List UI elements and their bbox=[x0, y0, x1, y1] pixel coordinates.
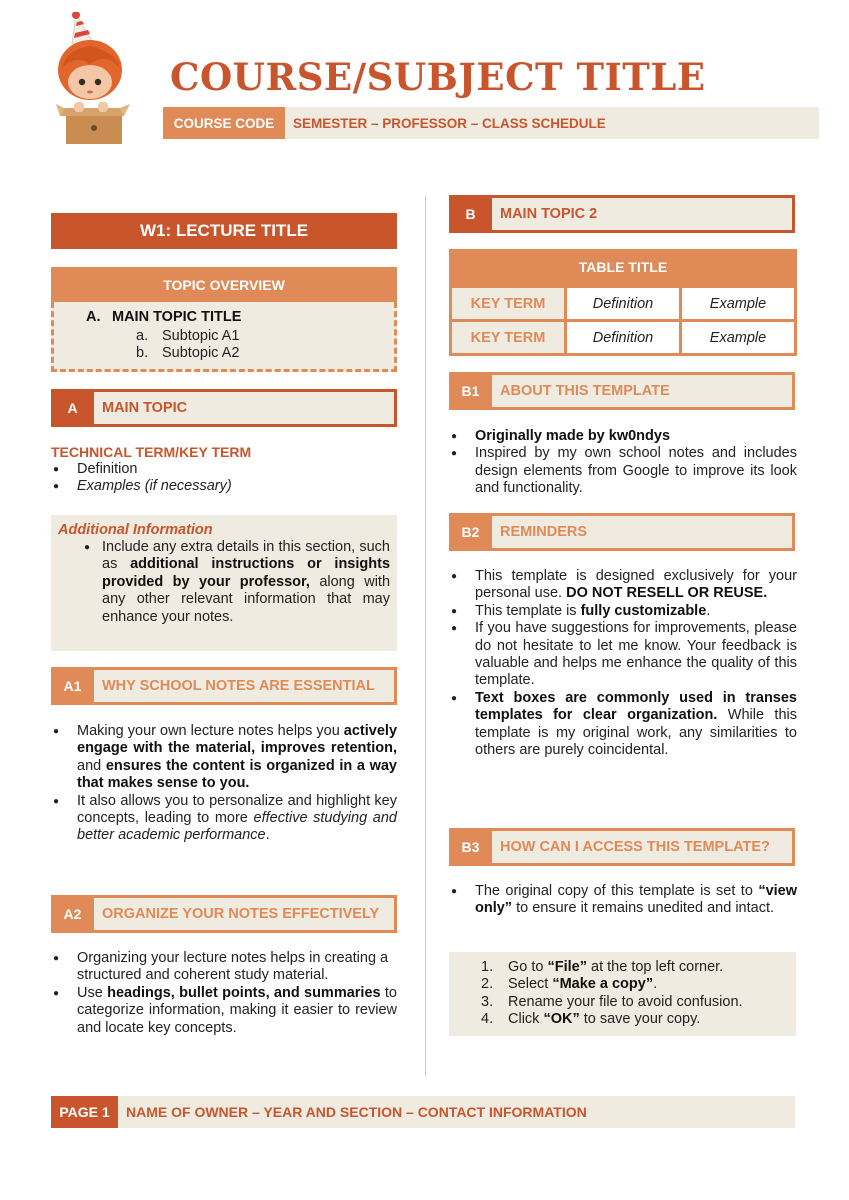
additional-info-title: Additional Information bbox=[58, 522, 213, 538]
section-title: HOW CAN I ACCESS THIS TEMPLATE? bbox=[492, 828, 795, 866]
topic-overview-box bbox=[51, 302, 397, 372]
list-item: 4. Click “OK” to save your copy. bbox=[481, 1011, 701, 1028]
list-item: 2. Select “Make a copy”. bbox=[481, 976, 658, 993]
list-item: ● Text boxes are commonly used in transes templates for clear organization. While this template is my original work, any similarities to others are purely coincidental. bbox=[449, 690, 797, 760]
section-label: A1 bbox=[51, 667, 94, 705]
table-cell: KEY TERM bbox=[451, 287, 566, 321]
table-row bbox=[451, 321, 796, 355]
b2-bullets bbox=[475, 568, 797, 759]
list-item: ● It also allows you to personalize and highlight key concepts, leading to more effective studying and better academic performance. bbox=[51, 793, 397, 845]
section-label: B1 bbox=[449, 372, 492, 410]
a1-bullets bbox=[77, 723, 397, 845]
course-code: COURSE CODE bbox=[163, 107, 285, 139]
b1-bullets bbox=[475, 428, 797, 498]
table-cell: Example bbox=[681, 287, 796, 321]
semester-professor-schedule: SEMESTER – PROFESSOR – CLASS SCHEDULE bbox=[285, 107, 819, 139]
section-b-header bbox=[449, 195, 795, 233]
list-item: ● Originally made by kw0ndys bbox=[449, 428, 797, 445]
list-item: 3. Rename your file to avoid confusion. bbox=[481, 993, 743, 1010]
section-a-header bbox=[51, 389, 397, 427]
section-title: MAIN TOPIC bbox=[94, 389, 397, 427]
page-number: PAGE 1 bbox=[51, 1096, 118, 1128]
owner-info: NAME OF OWNER – YEAR AND SECTION – CONTACT INFORMATION bbox=[118, 1096, 795, 1128]
section-b2-header bbox=[449, 513, 795, 551]
table-cell: KEY TERM bbox=[451, 321, 566, 355]
list-item: 1. Go to “File” at the top left corner. bbox=[481, 959, 724, 975]
section-b1-header bbox=[449, 372, 795, 410]
section-title: REMINDERS bbox=[492, 513, 795, 551]
mascot-illustration bbox=[50, 12, 138, 150]
section-b3-header bbox=[449, 828, 795, 866]
key-term-table bbox=[449, 285, 797, 356]
table-row bbox=[451, 287, 796, 321]
overview-subtopic: a. Subtopic A1 bbox=[136, 328, 240, 344]
section-label: A bbox=[51, 389, 94, 427]
table-cell: Example bbox=[681, 321, 796, 355]
list-item: ● This template is designed exclusively for your personal use. DO NOT RESELL OR REUSE. bbox=[449, 568, 797, 603]
list-item: ● The original copy of this template is set to “view only” to ensure it remains unedited and intact. bbox=[449, 883, 797, 918]
section-title: WHY SCHOOL NOTES ARE ESSENTIAL bbox=[94, 667, 397, 705]
section-title: ABOUT THIS TEMPLATE bbox=[492, 372, 795, 410]
overview-subtopic: b. Subtopic A2 bbox=[136, 345, 240, 361]
topic-overview-heading: TOPIC OVERVIEW bbox=[51, 267, 397, 302]
term-bullets bbox=[51, 461, 397, 496]
list-item: ● Organizing your lecture notes helps in creating a structured and coherent study material. bbox=[51, 950, 397, 985]
list-item: ● Making your own lecture notes helps you actively engage with the material, improves retention, and ensures the content is organized in a way that makes sense to you. bbox=[51, 723, 397, 793]
a2-bullets bbox=[77, 950, 397, 1037]
table-cell: Definition bbox=[566, 321, 681, 355]
list-item: ● Inspired by my own school notes and includes design elements from Google to improve its look and functionality. bbox=[449, 445, 797, 497]
lecture-title: W1: LECTURE TITLE bbox=[51, 213, 397, 249]
list-item: ● Use headings, bullet points, and summaries to categorize information, making it easier to review and locate key concepts. bbox=[51, 985, 397, 1037]
list-item: ● This template is fully customizable. bbox=[449, 603, 797, 620]
section-title: ORGANIZE YOUR NOTES EFFECTIVELY bbox=[94, 895, 397, 933]
section-a2-header bbox=[51, 895, 397, 933]
section-title: MAIN TOPIC 2 bbox=[492, 195, 795, 233]
column-divider bbox=[425, 196, 426, 1076]
table-title: TABLE TITLE bbox=[449, 249, 797, 285]
section-label: B2 bbox=[449, 513, 492, 551]
b3-bullets bbox=[475, 883, 797, 918]
list-item: ● Include any extra details in this section, such as additional instructions or insights provided by your professor, along with any other relevant information that may enhance your notes. bbox=[58, 539, 390, 626]
key-term-heading: TECHNICAL TERM/KEY TERM bbox=[51, 444, 252, 460]
section-a1-header bbox=[51, 667, 397, 705]
additional-info-box bbox=[51, 515, 397, 651]
table-cell: Definition bbox=[566, 287, 681, 321]
section-label: B bbox=[449, 195, 492, 233]
list-item: ● If you have suggestions for improvements, please do not hesitate to let me know. Your feedback is valuable and helps me enhance the quality of this template. bbox=[449, 620, 797, 690]
list-item: ● Definition bbox=[51, 461, 397, 478]
list-item: ● Examples (if necessary) bbox=[51, 478, 397, 495]
section-label: B3 bbox=[449, 828, 492, 866]
overview-main-topic: A. MAIN TOPIC TITLE bbox=[86, 309, 242, 325]
copy-steps-box bbox=[449, 952, 796, 1036]
section-label: A2 bbox=[51, 895, 94, 933]
course-title: COURSE/SUBJECT TITLE bbox=[170, 55, 706, 99]
